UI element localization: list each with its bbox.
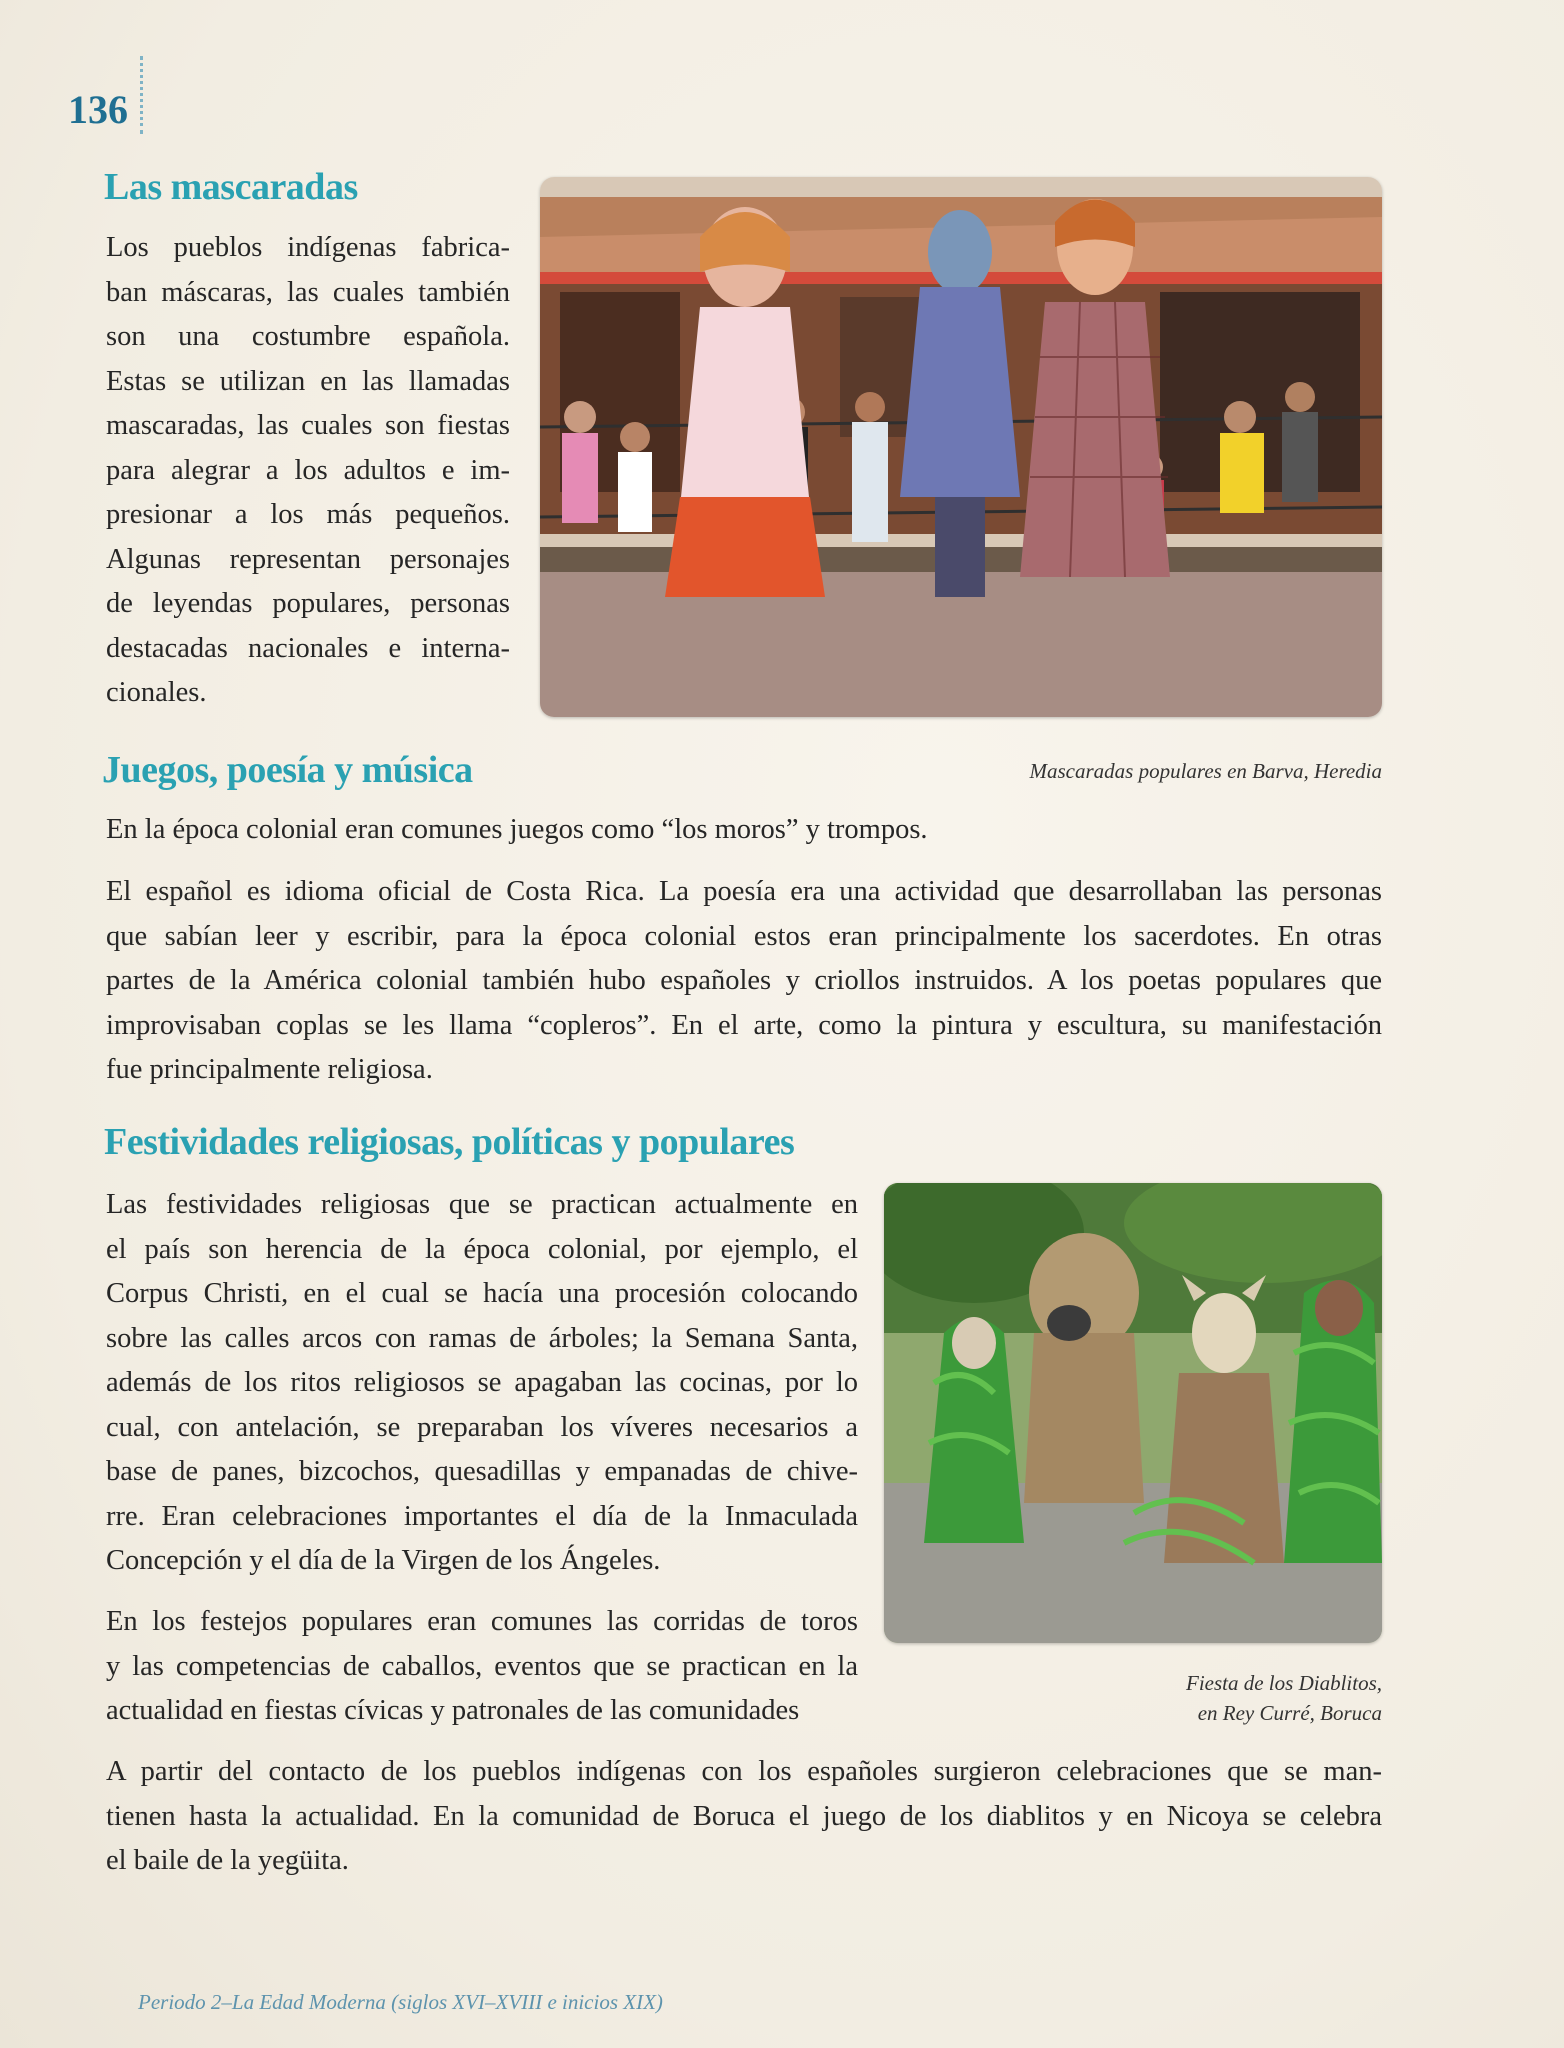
text-line: Corpus Christi, en el cual se hacía una procesión colocando — [106, 1278, 858, 1309]
text-line: presionar a los más pequeños. — [106, 499, 510, 530]
caption-mascaradas: Mascaradas populares en Barva, Heredia — [1029, 759, 1382, 783]
text-line: El español es idioma oficial de Costa Rica. La poesía era una actividad que desarrollaban las personas — [106, 876, 1382, 907]
text-line: el baile de la yegüita. — [106, 1845, 349, 1876]
text-line: que sabían leer y escribir, para la época colonial estos eran principalmente los sacerdotes. En otras — [106, 920, 1382, 952]
text-line: cual, con antelación, se preparaban los víveres necesarios a — [106, 1411, 858, 1443]
text-line: cionales. — [106, 677, 207, 708]
text-line: fue principalmente religiosa. — [106, 1054, 433, 1085]
heading-festividades: Festividades religiosas, políticas y populares — [104, 1121, 795, 1163]
photo-mascaradas — [540, 177, 1382, 717]
paragraph-festividades-2 — [106, 1600, 858, 1734]
caption-line: Fiesta de los Diablitos, — [1186, 1671, 1382, 1695]
text-line: y las competencias de caballos, eventos que se practican en la — [106, 1650, 858, 1682]
photo-diablitos — [884, 1183, 1382, 1643]
caption-diablitos — [884, 1668, 1382, 1728]
heading-mascaradas: Las mascaradas — [104, 166, 358, 208]
text-line: Concepción y el día de la Virgen de los Ángeles. — [106, 1545, 661, 1576]
mascaradas-illustration — [540, 177, 1382, 717]
text-line: el país son herencia de la época colonial, por ejemplo, el — [106, 1233, 858, 1265]
text-line: improvisaban coplas se les llama “copleros”. En el arte, como la pintura y escultura, su manifestación — [106, 1009, 1382, 1041]
paragraph-juegos-1: En la época colonial eran comunes juegos como “los moros” y trompos. — [106, 814, 928, 845]
text-line: rre. Eran celebraciones importantes el día de la Inmaculada — [106, 1500, 858, 1532]
text-line: partes de la América colonial también hubo españoles y criollos instruidos. A los poetas populares que — [106, 965, 1382, 996]
caption-line: en Rey Curré, Boruca — [1197, 1701, 1382, 1725]
diablitos-illustration — [884, 1183, 1382, 1643]
text-line: para alegrar a los adultos e im- — [106, 454, 510, 486]
text-line: de leyendas populares, personas — [106, 588, 510, 619]
heading-juegos: Juegos, poesía y música — [102, 749, 473, 791]
text-line: En los festejos populares eran comunes las corridas de toros — [106, 1606, 858, 1637]
text-line: base de panes, bizcochos, quesadillas y empanadas de chive- — [106, 1456, 858, 1487]
text-line: actualidad en fiestas cívicas y patronales de las comunidades — [106, 1695, 800, 1726]
paragraph-juegos-2 — [106, 870, 1382, 1093]
text-line: Estas se utilizan en las llamadas — [106, 365, 510, 397]
text-line: ban máscaras, las cuales también — [106, 276, 510, 308]
text-line: Las festividades religiosas que se practican actualmente en — [106, 1189, 858, 1220]
text-line: Algunas representan personajes — [106, 543, 510, 575]
paragraph-mascaradas — [106, 226, 510, 716]
page-number: 136 — [68, 87, 128, 132]
text-line: Los pueblos indígenas fabrica- — [106, 232, 510, 263]
paragraph-festividades-3 — [106, 1750, 1382, 1884]
text-line: A partir del contacto de los pueblos indígenas con los españoles surgieron celebraciones que se man- — [106, 1756, 1382, 1787]
text-line: tienen hasta la actualidad. En la comunidad de Boruca el juego de los diablitos y en Nicoya se celebra — [106, 1800, 1382, 1832]
text-line: además de los ritos religiosos se apagaban las cocinas, por lo — [106, 1367, 858, 1398]
text-line: sobre las calles arcos con ramas de árboles; la Semana Santa, — [106, 1322, 858, 1354]
text-line: mascaradas, las cuales son fiestas — [106, 410, 510, 441]
page-number-divider — [140, 56, 143, 134]
paragraph-festividades-1 — [106, 1183, 858, 1584]
page-footer: Periodo 2–La Edad Moderna (siglos XVI–XVIII e inicios XIX) — [138, 1990, 663, 2014]
text-line: son una costumbre española. — [106, 321, 510, 352]
text-line: destacadas nacionales e interna- — [106, 632, 510, 664]
